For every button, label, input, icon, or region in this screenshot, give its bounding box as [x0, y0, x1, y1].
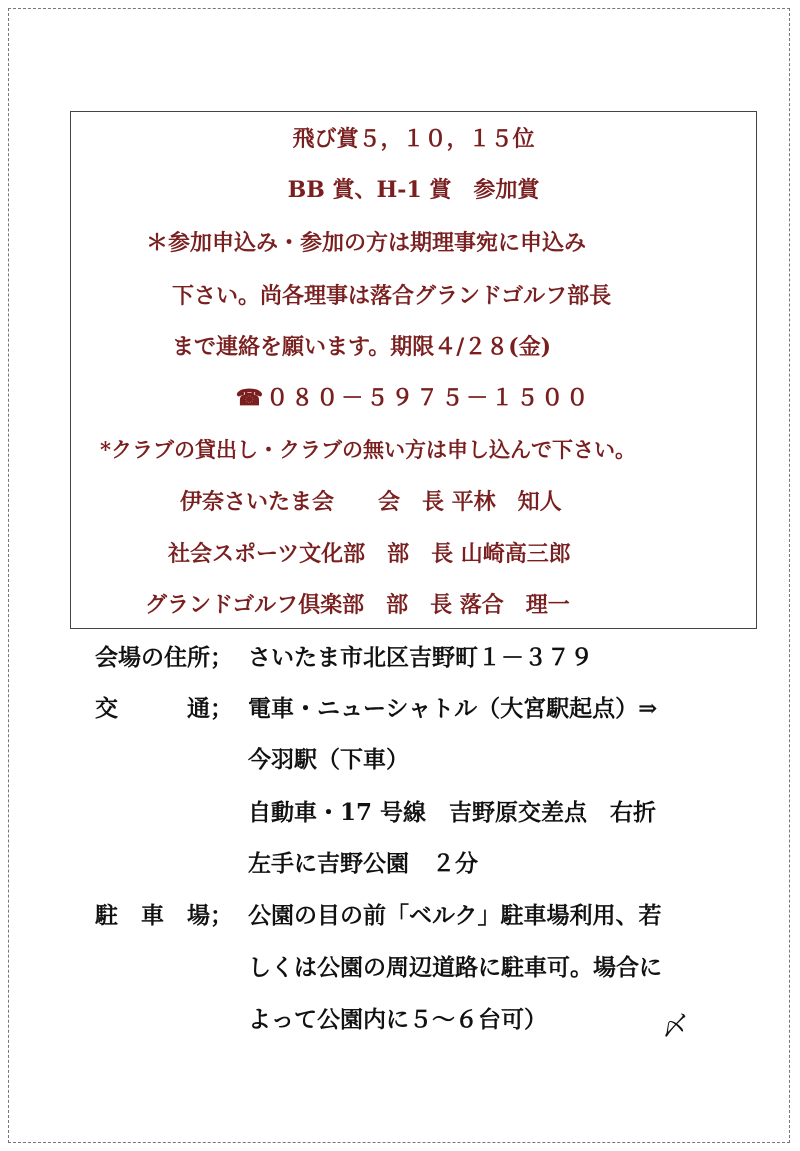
access-line-4: 左手に吉野公園 ２分 [248, 850, 478, 877]
parking-line-3: よって公園内に５～６台可） [248, 1006, 547, 1033]
club-rental-line: *クラブの貸出し・クラブの無い方は申し込んで下さい。 [100, 437, 636, 462]
organizer-line: 社会スポーツ文化部 部 長 山崎高三郎 [168, 541, 571, 567]
prizes-line: 飛び賞５，１０，１５位 [292, 126, 535, 152]
apply-line-2: 下さい。尚各理事は落合グランドゴルフ部長 [172, 283, 612, 309]
address-label: 会場の住所； [95, 644, 233, 671]
organizer-line: 伊奈さいたま会 会 長 平林 知人 [180, 489, 562, 515]
closing-mark: 〆 [662, 1012, 689, 1042]
awards-line: BB 賞、H-1 賞 参加賞 [287, 177, 540, 203]
phone-line: ☎０８０－５９７５－１５００ [235, 385, 592, 411]
parking-line-2: しくは公園の周辺道路に駐車可。場合に [248, 954, 662, 981]
apply-line-1: ＊参加申込み・参加の方は期理事宛に申込み [146, 230, 587, 256]
access-line-1: 電車・ニューシャトル（大宮駅起点）⇒ [248, 695, 658, 722]
parking-label: 駐 車 場； [95, 902, 233, 929]
parking-line-1: 公園の目の前「ベルク」駐車場利用、若 [248, 902, 662, 929]
address-value: さいたま市北区吉野町１－３７９ [248, 644, 593, 671]
access-line-2: 今羽駅（下車） [248, 746, 409, 773]
organizer-line: グランドゴルフ倶楽部 部 長 落合 理一 [145, 592, 570, 618]
access-line-3: 自動車・17 号線 吉野原交差点 右折 [248, 799, 657, 826]
access-label: 交 通； [95, 695, 233, 722]
apply-line-3: まで連絡を願います。期限４/２８(金) [172, 334, 552, 360]
